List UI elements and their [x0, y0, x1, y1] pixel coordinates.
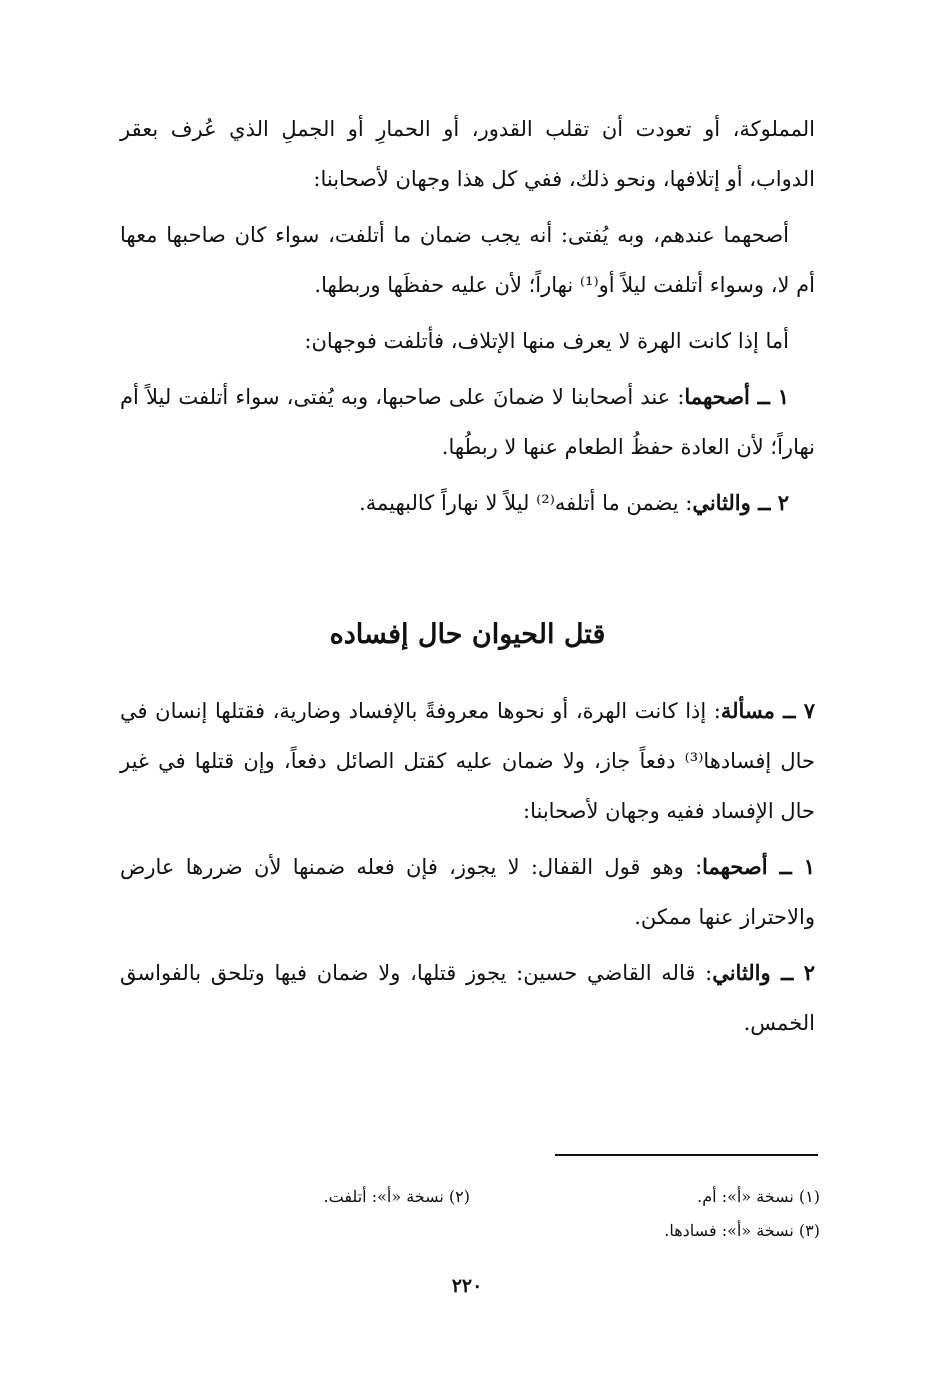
page-number: ٢٢٠	[451, 1275, 483, 1297]
paragraph-lead: ٢ ــ والثاني	[692, 490, 789, 515]
paragraph-lead: ١ ــ أصحهما	[702, 854, 815, 879]
section-heading: قتل الحيوان حال إفساده	[329, 619, 606, 650]
footnotes	[120, 1180, 820, 1248]
paragraph-text: أما إذا كانت الهرة لا يعرف منها الإتلاف، فأتلفت فوجهان:	[304, 329, 789, 353]
footnote-3: (٣) نسخة «أ»: فسادها.	[664, 1221, 820, 1240]
paragraph	[120, 372, 815, 472]
paragraph-lead: ٧ ــ مسألة	[720, 698, 815, 723]
footnote-1: (١) نسخة «أ»: أم.	[697, 1187, 820, 1206]
paragraph-lead: ٢ ــ والثاني	[712, 960, 815, 985]
footnote-divider	[555, 1154, 818, 1156]
paragraph	[120, 948, 815, 1048]
paragraph-text: أصحهما عندهم، وبه يُفتى: أنه يجب ضمان ما أتلفت، سواء كان صاحبها معها أم لا، وسواء أتلفت ليلاً أو⁽¹⁾ نهاراً؛ لأن عليه حفظَها وربطها.	[120, 223, 815, 297]
paragraph	[120, 316, 815, 366]
paragraph-text: المملوكة، أو تعودت أن تقلب القدور، أو الحمارِ أو الجملِ الذي عُرف بعقر الدواب، أو إتلافها، ونحو ذلك، ففي كل هذا وجهان لأصحابنا:	[120, 117, 815, 191]
paragraph-lead: ١ ــ أصحهما	[684, 384, 789, 409]
paragraph-text: : يضمن ما أتلفه⁽²⁾ ليلاً لا نهاراً كالبهيمة.	[359, 491, 693, 515]
paragraph-text: : إذا كانت الهرة، أو نحوها معروفةً بالإفساد وضارية، فقتلها إنسان في حال إفسادها⁽³⁾ دفعاً جاز، ولا ضمان عليه كقتل الصائل دفعاً، وإن قتلها في غير حال الإفساد ففيه وجهان لأصحابنا:	[120, 699, 815, 823]
paragraph	[120, 478, 815, 528]
paragraph	[120, 686, 815, 836]
bottom-paragraphs	[120, 686, 815, 1048]
paragraph	[120, 842, 815, 942]
top-paragraphs	[120, 104, 815, 528]
paragraph	[120, 104, 815, 204]
main-text	[120, 104, 815, 1054]
footnote-2: (٢) نسخة «أ»: أتلفت.	[323, 1187, 470, 1206]
paragraph	[120, 210, 815, 310]
paragraph-text: : عند أصحابنا لا ضمانَ على صاحبها، وبه يُفتى، سواء أتلفت ليلاً أم نهاراً؛ لأن العادة حفظُ الطعام عنها لا ربطُها.	[120, 385, 815, 459]
paragraph-text: : قاله القاضي حسين: يجوز قتلها، ولا ضمان فيها وتلحق بالفواسق الخمس.	[120, 961, 815, 1035]
paragraph-text: : وهو قول القفال: لا يجوز، فإن فعله ضمنها لأن ضررها عارض والاحتراز عنها ممكن.	[120, 855, 815, 929]
